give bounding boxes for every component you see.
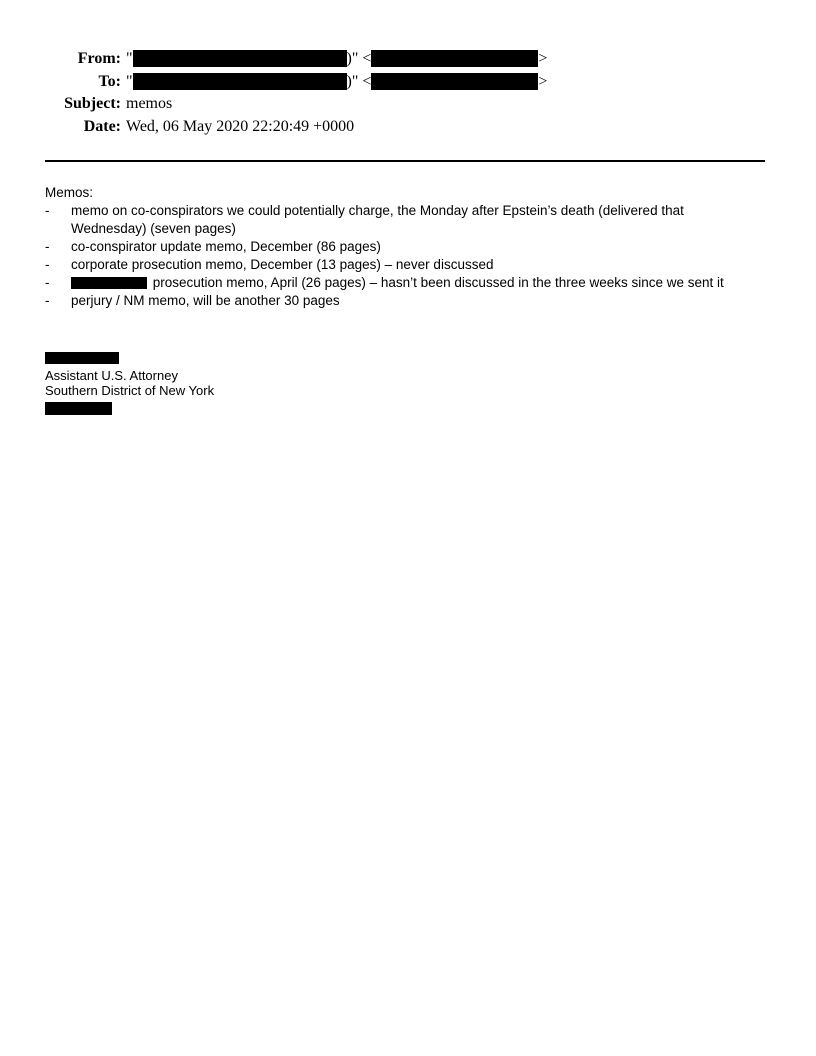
memo-item-text: memo on co-conspirators we could potentially charge, the Monday after Epstein’s death (delivered that Wednesday) (seven pages)	[71, 203, 684, 236]
quote-close-bracket-open: )" <	[346, 72, 372, 90]
bracket-close: >	[538, 72, 548, 90]
bullet-marker: -	[45, 257, 50, 272]
to-row	[45, 71, 816, 94]
memo-item-text: co-conspirator update memo, December (86 pages)	[71, 239, 381, 254]
bullet-marker: -	[45, 203, 50, 218]
list-item	[45, 274, 745, 292]
signature-title: Assistant U.S. Attorney	[45, 368, 178, 383]
signature-block	[45, 352, 816, 415]
list-item	[45, 202, 745, 238]
quote-close-bracket-open: )" <	[346, 50, 372, 67]
signature-office: Southern District of New York	[45, 383, 215, 398]
redaction-defendant-name	[71, 277, 147, 289]
quote-open: "	[126, 72, 133, 90]
header-divider	[45, 160, 765, 162]
bullet-marker: -	[45, 293, 50, 308]
redaction-from-email	[371, 50, 538, 67]
list-item	[45, 256, 745, 274]
memo-item-text-after-redaction: prosecution memo, April (26 pages) – hasn’t been discussed in the three weeks since we sent it	[149, 275, 724, 290]
from-value	[126, 48, 547, 71]
list-item	[45, 238, 745, 256]
subject-value: memos	[126, 95, 173, 112]
redaction-from-name	[133, 50, 347, 67]
memo-item-text: corporate prosecution memo, December (13 pages) – never discussed	[71, 257, 494, 272]
subject-row	[45, 93, 816, 116]
to-value	[126, 71, 547, 94]
email-body	[45, 184, 745, 310]
quote-open: "	[126, 50, 133, 67]
from-label: From:	[77, 50, 121, 67]
memos-heading: Memos:	[45, 185, 94, 200]
subject-label: Subject:	[64, 95, 121, 112]
redaction-signature-phone	[45, 402, 112, 415]
memo-list	[45, 202, 745, 310]
date-label: Date:	[83, 117, 121, 135]
email-header	[45, 48, 816, 138]
list-item	[45, 292, 745, 310]
redaction-to-name	[133, 73, 347, 90]
from-row	[45, 48, 816, 71]
redaction-to-email	[371, 73, 538, 90]
bullet-marker: -	[45, 275, 50, 290]
redaction-signature-name	[45, 352, 119, 364]
date-row	[45, 116, 816, 139]
bullet-marker: -	[45, 239, 50, 254]
memo-item-text: perjury / NM memo, will be another 30 pages	[71, 293, 340, 308]
bracket-close: >	[538, 50, 548, 67]
to-label: To:	[98, 72, 121, 90]
date-value: Wed, 06 May 2020 22:20:49 +0000	[126, 117, 355, 135]
memo-item-text	[71, 274, 745, 292]
